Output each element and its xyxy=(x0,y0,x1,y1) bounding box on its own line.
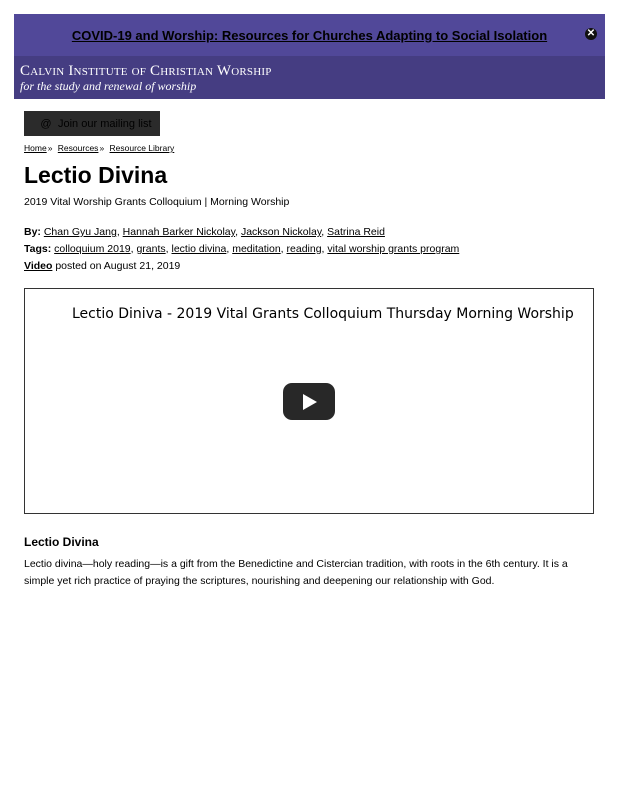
breadcrumb-resources[interactable]: Resources xyxy=(57,143,99,153)
breadcrumb-resource-library[interactable]: Resource Library xyxy=(109,143,175,153)
video-title[interactable]: Lectio Diniva - 2019 Vital Grants Colloquium Thursday Morning Worship xyxy=(72,306,574,322)
covid-banner xyxy=(14,14,605,57)
covid-banner-link[interactable]: COVID-19 and Worship: Resources for Churches Adapting to Social Isolation xyxy=(71,27,548,43)
type-link[interactable]: Video xyxy=(24,260,53,272)
mailing-list-label: Join our mailing list xyxy=(58,117,152,130)
video-embed[interactable] xyxy=(24,288,594,514)
author-link[interactable]: Hannah Barker Nickolay xyxy=(122,226,236,238)
close-icon[interactable]: ✕ xyxy=(586,28,596,39)
author-link[interactable]: Chan Gyu Jang xyxy=(43,226,117,238)
author-link[interactable]: Jackson Nickolay xyxy=(240,226,322,238)
posted-line xyxy=(24,260,180,272)
mailing-list-button[interactable] xyxy=(24,111,160,136)
tag-link[interactable]: colloquium 2019 xyxy=(54,243,131,255)
breadcrumb-separator: » xyxy=(99,143,105,153)
tag-link[interactable]: lectio divina xyxy=(171,243,227,255)
site-tagline: for the study and renewal of worship xyxy=(20,79,197,93)
page-title: Lectio Divina xyxy=(24,162,168,188)
authors-line: By: Chan Gyu Jang, Hannah Barker Nickolay, Jackson Nickolay, Satrina Reid xyxy=(24,226,385,238)
description-paragraph: Lectio divina—holy reading—is a gift from the Benedictine and Cistercian tradition, with roots in the 6th century. It is a simple yet rich practice of praying the scriptures, nourishing and deepening our relationship with God. xyxy=(24,558,568,587)
author-link[interactable]: Satrina Reid xyxy=(327,226,385,238)
play-icon[interactable] xyxy=(283,383,335,420)
page-subtitle: 2019 Vital Worship Grants Colloquium | Morning Worship xyxy=(24,196,290,208)
tag-link[interactable]: vital worship grants program xyxy=(327,243,460,255)
tag-link[interactable]: meditation xyxy=(232,243,281,255)
breadcrumb-home[interactable]: Home xyxy=(24,143,47,153)
site-title[interactable]: Calvin Institute of Christian Worship xyxy=(20,63,272,79)
posted-date: posted on August 21, 2019 xyxy=(55,260,181,272)
breadcrumb-separator: » xyxy=(47,143,53,153)
site-header xyxy=(14,56,605,99)
tag-link[interactable]: grants xyxy=(136,243,166,255)
tag-link[interactable]: reading xyxy=(286,243,322,255)
at-icon: @ xyxy=(40,117,52,130)
tags-label: Tags: xyxy=(24,243,52,255)
section-heading: Lectio Divina xyxy=(24,535,99,549)
by-label: By: xyxy=(24,226,41,238)
tags-line: Tags: colloquium 2019, grants, lectio divina, meditation, reading, vital worship grants program xyxy=(24,243,460,255)
breadcrumb xyxy=(24,143,174,153)
